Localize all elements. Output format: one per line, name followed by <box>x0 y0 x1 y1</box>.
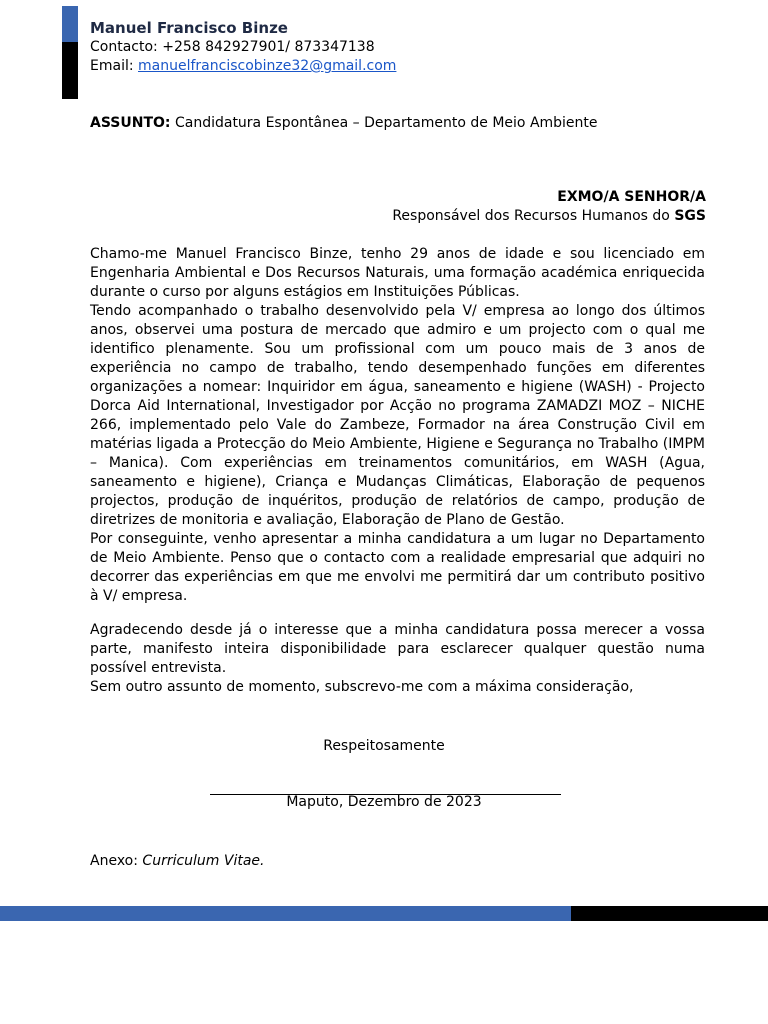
contact-value: +258 842927901/ 873347138 <box>162 39 375 55</box>
closing-regards: Respeitosamente <box>323 738 445 754</box>
contact-line <box>90 38 396 57</box>
place-date: Maputo, Dezembro de 2023 <box>286 794 482 810</box>
recipient-salutation: EXMO/A SENHOR/A <box>557 189 706 205</box>
body-paragraph: Tendo acompanhado o trabalho desenvolvido pela V/ empresa ao longo dos últimos anos, observei uma postura de mercado que admiro e um projecto com o qual me identifico plenamente. Sou um profissional com um pouco mais de 3 anos de experiência no campo de trabalho, tendo desempenhado funções em diferentes organizações a nomear: Inquiridor em água, saneamento e higiene (WASH) - Projecto Dorca Aid International, Investigador por Acção no programa ZAMADZI MOZ – NICHE 266, implementado pelo Vale do Zambeze, Formador na área Construção Civil em matérias ligada a Protecção do Meio Ambiente, Higiene e Segurança no Trabalho (IMPM – Manica). Com experiências em treinamentos comunitários, em WASH (Agua, saneamento e higiene), Criança e Mudanças Climáticas, Elaboração de pequenos projectos, produção de inquéritos, produção de relatórios de campo, produção de diretrizes de monitoria e avaliação, Elaboração de Plano de Gestão. <box>90 303 705 528</box>
contact-label: Contacto: <box>90 39 158 55</box>
body-paragraph: Por conseguinte, venho apresentar a minha candidatura a um lugar no Departamento de Meio Ambiente. Penso que o contacto com a realidade empresarial que adquiri no decorrer das experiências em que me envolvi me permitirá dar um contributo positivo à V/ empresa. <box>90 531 705 604</box>
footer-bar-black <box>571 906 768 921</box>
annex-label: Anexo: <box>90 853 138 869</box>
subject-line <box>90 114 598 133</box>
letter-body <box>90 245 705 697</box>
email-label: Email: <box>90 58 134 74</box>
email-link[interactable]: manuelfranciscobinze32@gmail.com <box>138 58 397 74</box>
body-paragraph: Chamo-me Manuel Francisco Binze, tenho 29 anos de idade e sou licenciado em Engenharia Ambiental e Dos Recursos Naturais, uma formação académica enriquecida durante o curso por alguns estágios em Instituições Públicas. <box>90 246 705 300</box>
recipient-company: SGS <box>674 208 706 224</box>
sender-header <box>90 19 396 76</box>
subject-label: ASSUNTO: <box>90 115 171 131</box>
annex-line <box>90 852 265 871</box>
recipient-block <box>392 188 706 226</box>
footer-bar-blue <box>0 906 571 921</box>
subject-text: Candidatura Espontânea – Departamento de Meio Ambiente <box>174 115 598 131</box>
body-paragraph: Agradecendo desde já o interesse que a minha candidatura possa merecer a vossa parte, manifesto inteira disponibilidade para esclarecer qualquer questão numa possível entrevista. <box>90 622 705 676</box>
annex-value: Curriculum Vitae. <box>142 853 265 869</box>
email-line <box>90 57 396 76</box>
accent-bar-black <box>62 42 78 99</box>
body-paragraph: Sem outro assunto de momento, subscrevo-me com a máxima consideração, <box>90 679 634 695</box>
sender-name: Manuel Francisco Binze <box>90 19 288 37</box>
recipient-role: Responsável dos Recursos Humanos do <box>392 208 670 224</box>
accent-bar-blue <box>62 6 78 42</box>
recipient-line <box>392 207 706 226</box>
